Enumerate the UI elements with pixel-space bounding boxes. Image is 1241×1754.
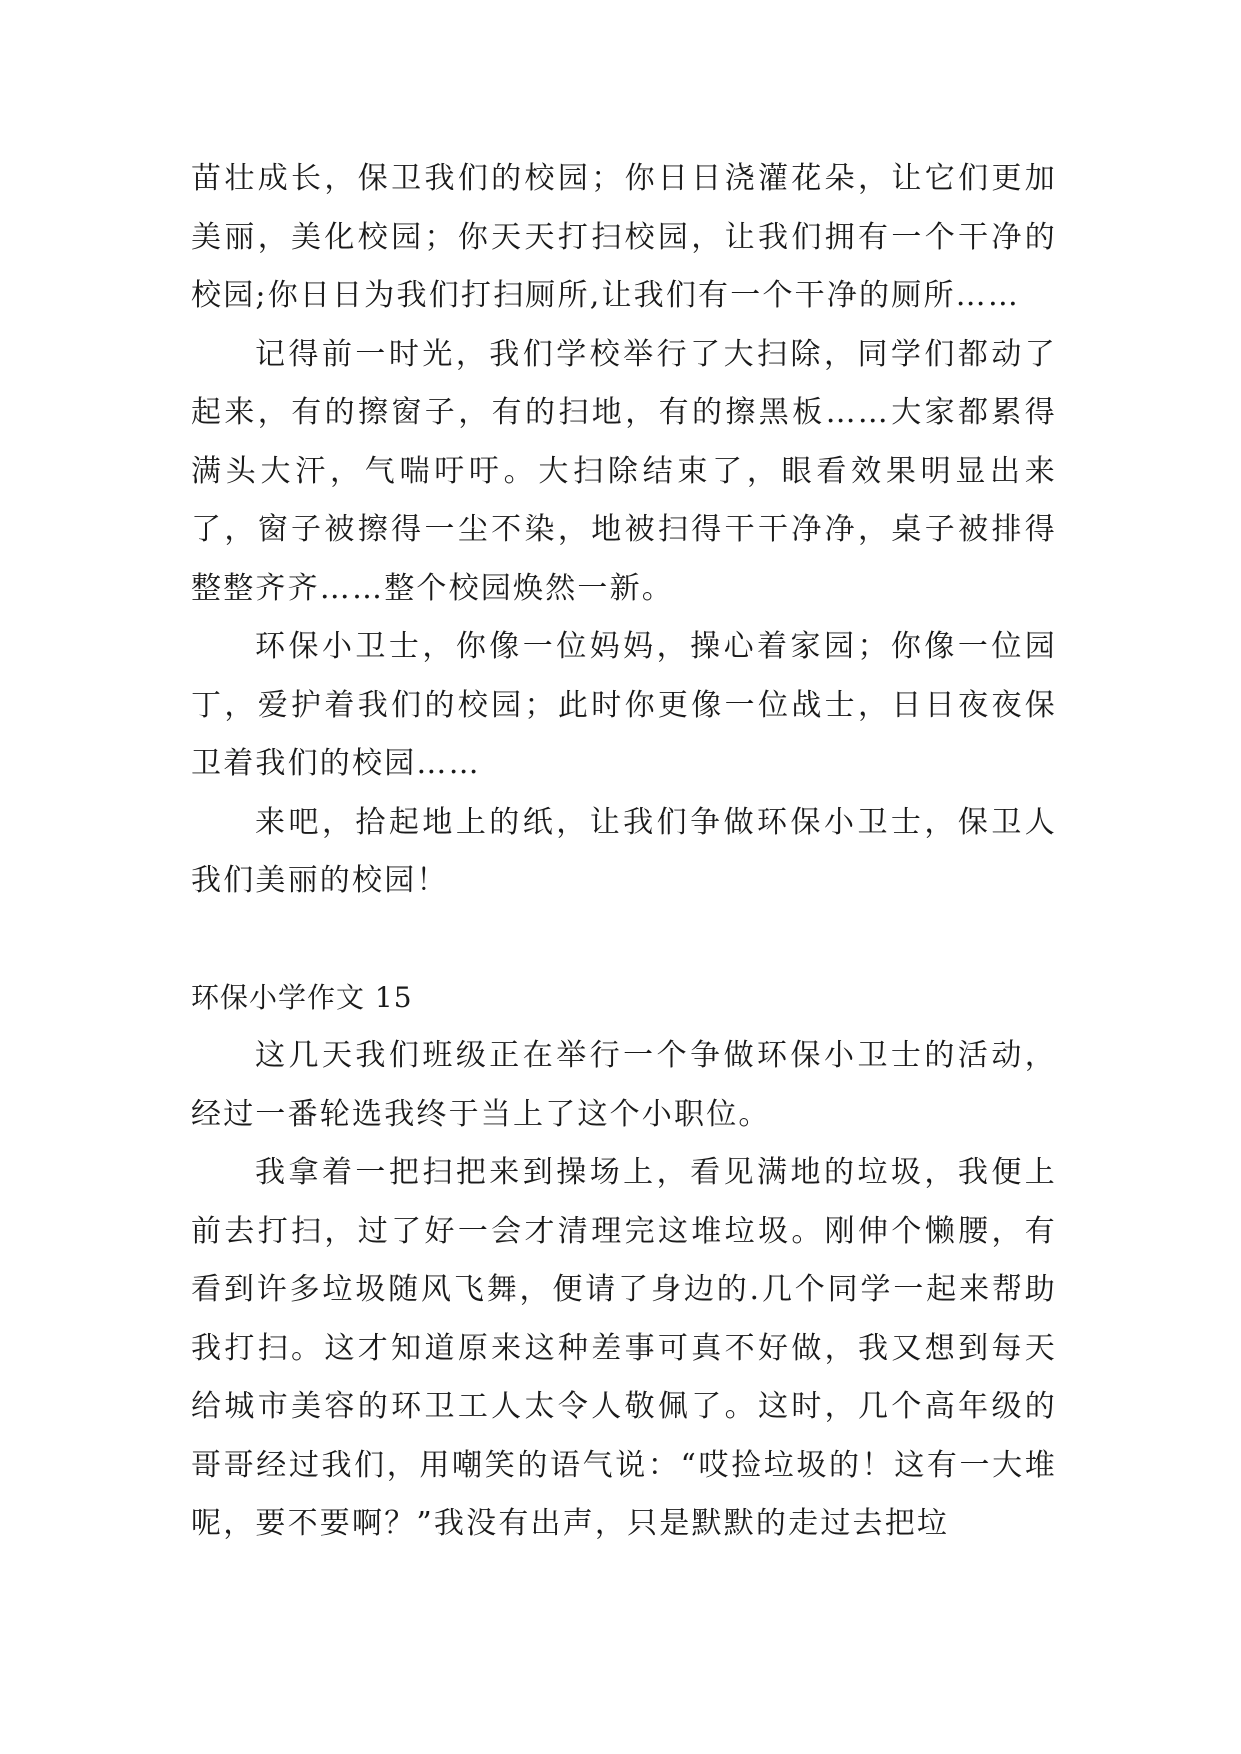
essay-heading: 环保小学作文 15 xyxy=(191,981,413,1014)
paragraph-activity-intro: 这几天我们班级正在举行一个争做环保小卫士的活动，经过一番轮选我终于当上了这个小职位。 xyxy=(191,1038,1057,1132)
section-two-body xyxy=(191,1027,1057,1554)
paragraph-cleanup-day: 记得前一时光，我们学校举行了大扫除，同学们都动了起来，有的擦窗子，有的扫地，有的擦黑板……大家都累得满头大汗，气喘吁吁。大扫除结束了，眼看效果明显出来了，窗子被擦得一尘不染，地被扫得干干净净，桌子被排得整整齐齐……整个校园焕然一新。 xyxy=(191,336,1057,606)
paragraph-continuation: 苗壮成长，保卫我们的校园；你日日浇灌花朵，让它们更加美丽，美化校园；你天天打扫校园，让我们拥有一个干净的校园;你日日为我们打扫厕所,让我们有一个干净的厕所…… xyxy=(191,161,1057,313)
paragraph-guardian: 环保小卫士，你像一位妈妈，操心着家园；你像一位园丁，爱护着我们的校园；此时你更像一位战士，日日夜夜保卫着我们的校园…… xyxy=(191,629,1057,781)
paragraph-call-to-action: 来吧，拾起地上的纸，让我们争做环保小卫士，保卫人我们美丽的校园！ xyxy=(191,804,1057,898)
section-one-body xyxy=(191,150,1057,911)
paragraph-playground-story: 我拿着一把扫把来到操场上，看见满地的垃圾，我便上前去打扫，过了好一会才清理完这堆垃圾。刚伸个懒腰，有看到许多垃圾随风飞舞，便请了身边的.几个同学一起来帮助我打扫。这才知道原来这种差事可真不好做，我又想到每天给城市美容的环卫工人太令人敬佩了。这时，几个高年级的哥哥经过我们，用嘲笑的语气说：“哎捡垃圾的！这有一大堆呢，要不要啊？”我没有出声，只是默默的走过去把垃 xyxy=(191,1155,1057,1541)
